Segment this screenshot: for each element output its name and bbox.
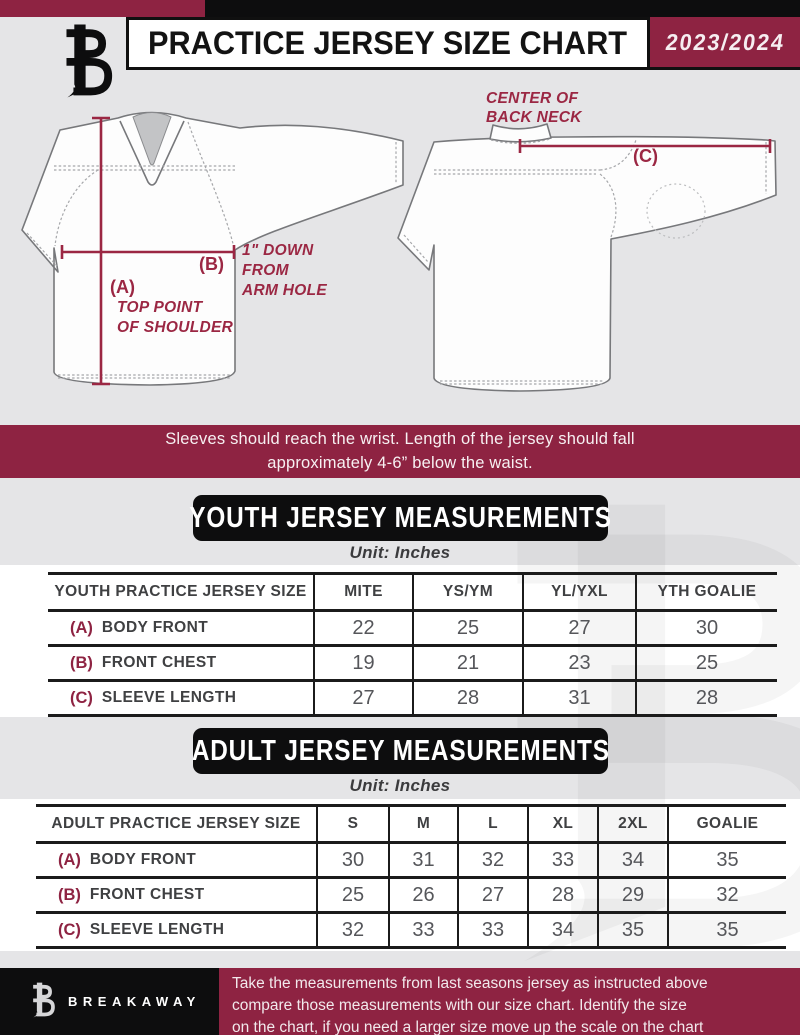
cell-value: 27	[313, 682, 412, 714]
table-row	[36, 911, 786, 946]
youth-header-goalie: YTH GOALIE	[635, 575, 777, 609]
adult-header-s: S	[316, 807, 388, 841]
adult-size-table	[36, 804, 786, 949]
table-row	[48, 609, 777, 644]
cell-value: 33	[388, 914, 457, 946]
top-strip-black	[205, 0, 800, 17]
cell-value: 23	[522, 647, 635, 679]
youth-section-title: YOUTH JERSEY MEASUREMENTS	[193, 495, 608, 541]
adult-header-xl: XL	[527, 807, 597, 841]
cell-value: 34	[597, 844, 667, 876]
footer-brand-panel	[0, 968, 219, 1035]
adult-table-header-row	[36, 804, 786, 841]
fit-note-line2: approximately 4-6” below the waist.	[267, 453, 533, 472]
brand-name: BREAKAWAY	[68, 994, 201, 1009]
cell-value: 25	[412, 612, 522, 644]
back-jersey-drawing	[398, 124, 776, 391]
cell-value: 19	[313, 647, 412, 679]
cell-value: 25	[635, 647, 777, 679]
cell-value: 32	[457, 844, 527, 876]
cell-value: 27	[522, 612, 635, 644]
youth-table-header-row	[48, 572, 777, 609]
page-title-text: PRACTICE JERSEY SIZE CHART	[148, 25, 628, 61]
adult-unit-label: Unit: Inches	[349, 776, 451, 795]
youth-header-ysym: YS/YM	[412, 575, 522, 609]
row-label: (B) FRONT CHEST	[70, 653, 217, 672]
youth-header-ylyxl: YL/YXL	[522, 575, 635, 609]
footer-instructions	[219, 968, 800, 1035]
cell-value: 22	[313, 612, 412, 644]
cell-value: 31	[522, 682, 635, 714]
row-label: (A) BODY FRONT	[58, 850, 197, 869]
jersey-diagrams	[0, 70, 800, 430]
breakaway-footer-logo-icon	[26, 981, 56, 1019]
cell-value: 21	[412, 647, 522, 679]
label-c: (C)	[633, 146, 658, 166]
cell-value: 28	[412, 682, 522, 714]
table-row	[48, 644, 777, 679]
footer-line2: compare those measurements with our size chart. Identify the size	[232, 997, 687, 1014]
season-text: 2023/2024	[663, 28, 787, 55]
cell-value: 28	[635, 682, 777, 714]
row-label: (C) SLEEVE LENGTH	[58, 920, 225, 939]
cell-value: 26	[388, 879, 457, 911]
label-b: (B)	[199, 254, 224, 274]
adult-section-title: ADULT JERSEY MEASUREMENTS	[193, 728, 608, 774]
adult-header-m: M	[388, 807, 457, 841]
row-label: (C) SLEEVE LENGTH	[70, 688, 237, 707]
youth-unit-label: Unit: Inches	[349, 543, 451, 562]
cell-value: 27	[457, 879, 527, 911]
table-row	[36, 876, 786, 911]
cell-value: 32	[667, 879, 786, 911]
fit-note-banner	[0, 425, 800, 478]
youth-size-table	[48, 572, 777, 717]
cell-value: 28	[527, 879, 597, 911]
table-row	[48, 679, 777, 714]
adult-header-l: L	[457, 807, 527, 841]
footer-line3: on the chart, if you need a larger size move up the scale on the chart	[232, 1019, 704, 1035]
label-c-note: CENTER OF BACK NECK	[486, 90, 582, 126]
cell-value: 31	[388, 844, 457, 876]
adult-header-2xl: 2XL	[597, 807, 667, 841]
cell-value: 30	[316, 844, 388, 876]
page-title	[126, 17, 650, 70]
top-strip-maroon	[0, 0, 205, 17]
cell-value: 33	[457, 914, 527, 946]
label-a-note: TOP POINT OF SHOULDER	[117, 299, 234, 336]
cell-value: 25	[316, 879, 388, 911]
label-b-note: 1" DOWN FROM ARM HOLE	[242, 242, 328, 299]
adult-header-goalie: GOALIE	[667, 807, 786, 841]
label-a: (A)	[110, 277, 135, 297]
youth-header-mite: MITE	[313, 575, 412, 609]
row-label: (A) BODY FRONT	[70, 618, 209, 637]
cell-value: 32	[316, 914, 388, 946]
cell-value: 35	[667, 844, 786, 876]
season-badge	[650, 17, 800, 70]
cell-value: 35	[597, 914, 667, 946]
front-jersey-drawing	[22, 113, 403, 386]
cell-value: 35	[667, 914, 786, 946]
cell-value: 30	[635, 612, 777, 644]
cell-value: 34	[527, 914, 597, 946]
adult-header-size: ADULT PRACTICE JERSEY SIZE	[51, 815, 301, 832]
youth-header-size: YOUTH PRACTICE JERSEY SIZE	[54, 583, 307, 600]
table-row	[36, 841, 786, 876]
row-label: (B) FRONT CHEST	[58, 885, 205, 904]
footer-line1: Take the measurements from last seasons jersey as instructed above	[232, 975, 708, 992]
cell-value: 33	[527, 844, 597, 876]
fit-note-line1: Sleeves should reach the wrist. Length of the jersey should fall	[165, 430, 635, 448]
cell-value: 29	[597, 879, 667, 911]
